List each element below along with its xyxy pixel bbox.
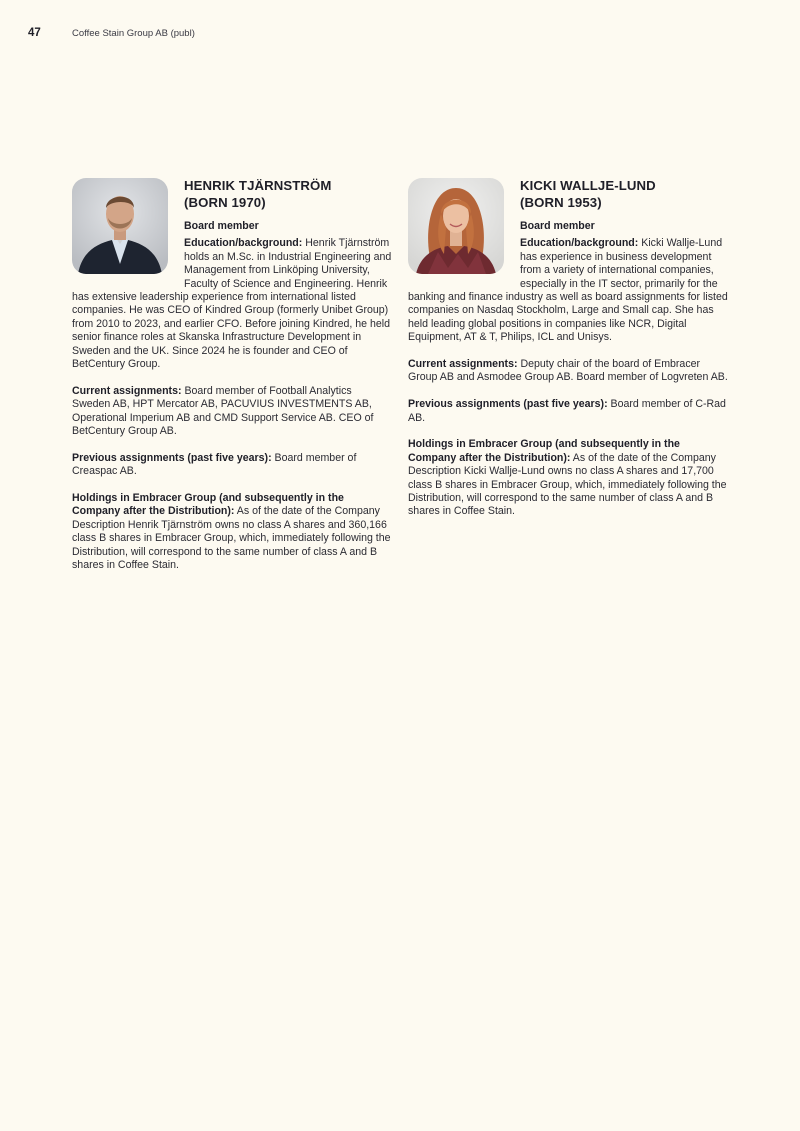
current-assignments-paragraph: Current assignments: Deputy chair of the board of Embracer Group AB and Asmodee Group AB. Board member of Logvreten AB.	[408, 358, 728, 384]
previous-assignments-paragraph: Previous assignments (past five years): Board member of C-Rad AB.	[408, 398, 726, 424]
document-title: Coffee Stain Group AB (publ)	[72, 28, 195, 39]
education-paragraph: Education/background: Henrik Tjärnström holds an M.Sc. in Industrial Engineering and Management from Linköping University, Faculty of Science and Engineering. Henrik has extensive leadership experience from international listed companies. He was CEO of Kindred Group (formerly Unibet Group) from 2010 to 2023, and earlier CFO. Before joining Kindred, he held senior finance roles at Skanska Infrastructure Development in Sweden and the UK. Since 2024 he is founder and CEO of BetCentury Group.	[72, 237, 392, 371]
portrait-image	[72, 178, 168, 274]
page-header	[28, 27, 195, 43]
profile-kicki-wallje-lund	[408, 178, 728, 519]
person-role: Board member	[520, 220, 595, 232]
portrait-photo-kicki	[408, 178, 504, 274]
holdings-paragraph: Holdings in Embracer Group (and subsequently in the Company after the Distribution): As of the date of the Company Description Kicki Wallje-Lund owns no class A shares and 17,700 class B shares in Embracer Group, which, immediately following the Distribution, will correspond to the same number of class A and B shares in Coffee Stain.	[408, 438, 727, 518]
portrait-photo-henrik	[72, 178, 168, 274]
person-name: HENRIK TJÄRNSTRÖM (BORN 1970)	[184, 178, 332, 210]
person-name: KICKI WALLJE-LUND (BORN 1953)	[520, 178, 656, 210]
profile-henrik-tjarnstrom	[72, 178, 392, 573]
education-paragraph: Education/background: Kicki Wallje-Lund has experience in business development from a variety of international companies, especially in the IT sector, primarily for the banking and finance industry as well as board assignments for listed companies on Nasdaq Stockholm, Large and Small cap. She has held leading global positions in companies like NCR, Digital Equipment, AT & T, Philips, ICL and Unisys.	[408, 237, 728, 344]
portrait-image	[408, 178, 504, 274]
person-role: Board member	[184, 220, 259, 232]
page-number: 47	[28, 27, 41, 39]
holdings-paragraph: Holdings in Embracer Group (and subsequently in the Company after the Distribution): As of the date of the Company Description Henrik Tjärnström owns no class A shares and 360,166 class B shares in Embracer Group, which, immediately following the Distribution, will correspond to the same number of class A and B shares in Coffee Stain.	[72, 492, 391, 572]
previous-assignments-paragraph: Previous assignments (past five years): Board member of Creaspac AB.	[72, 451, 357, 478]
current-assignments-paragraph: Current assignments: Board member of Football Analytics Sweden AB, HPT Mercator AB, PACUVIUS INVESTMENTS AB, Operational Imperium AB and CMD Support Service AB. CEO of BetCentury Group AB.	[72, 384, 374, 438]
